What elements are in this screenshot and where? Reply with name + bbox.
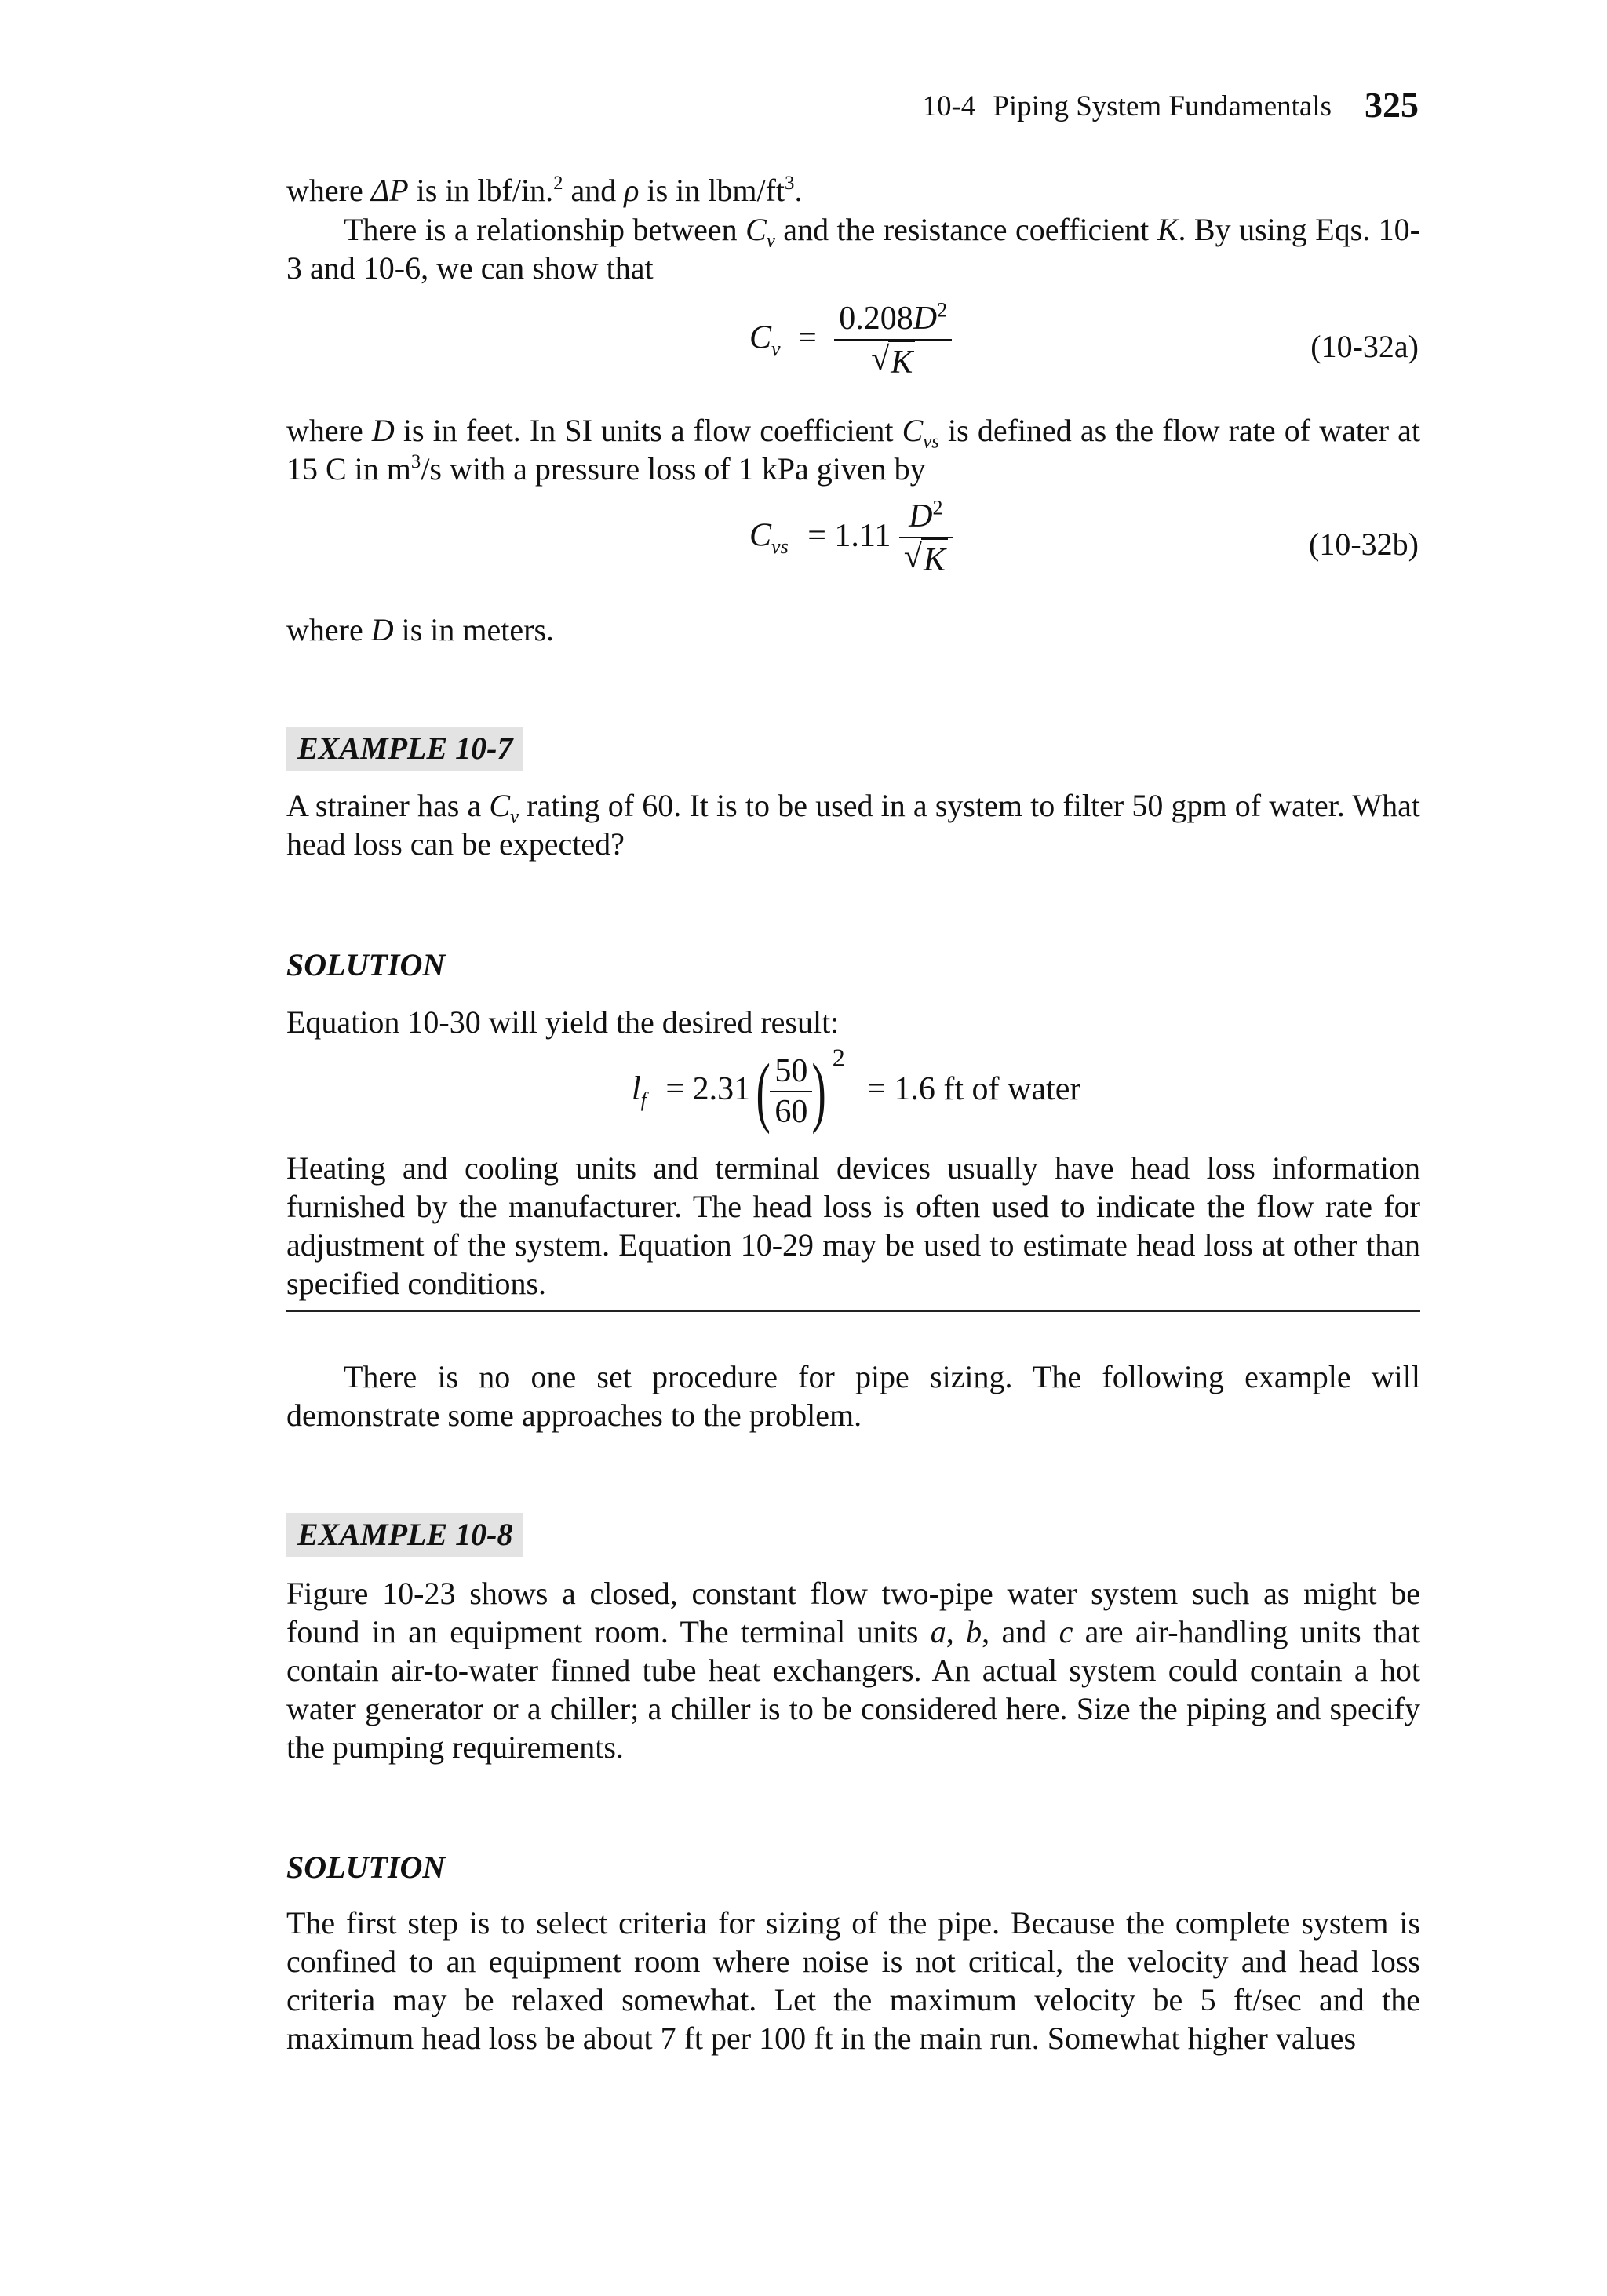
example-10-7-heading: EXAMPLE 10-7: [286, 727, 523, 771]
solution-10-7-intro: Equation 10-30 will yield the desired result:: [286, 1004, 840, 1040]
meters-line: where D is in meters.: [286, 612, 555, 647]
equation-number-10-32a: (10-32a): [1310, 329, 1419, 364]
cv-relationship-paragraph: There is a relationship between $C_v$ and the resistance coefficient K. By using Eqs. 10-3 and 10-6, we can show that: [286, 212, 1420, 286]
solution-10-7-paragraph: Heating and cooling units and terminal devices usually have head loss information furnished by the manufacturer. The head loss is often used to indicate the flow rate for adjustment of the system. Equation 10-29 may be used to estimate head loss at other than specified conditions.: [286, 1150, 1420, 1301]
solution-10-8-paragraph: The first step is to select criteria for sizing of the pipe. Because the complete system is confined to an equipment room where noise is not critical, the velocity and head loss criteria may be relaxed somewhat. Let the maximum velocity be 5 ft/sec and the maximum head loss be about 7 ft per 100 ft in the main run. Somewhat higher values: [286, 1905, 1420, 2056]
running-head-title: Piping System Fundamentals: [993, 90, 1332, 122]
example-end-rule: [286, 1310, 1420, 1312]
solution-10-8-heading: SOLUTION: [286, 1850, 446, 1885]
units-line: where ΔP is in lbf/in.$^2$ and ρ is in lbm/$ft^3$.: [286, 173, 803, 208]
running-head-section: 10-4: [922, 90, 976, 122]
si-units-paragraph: where D is in feet. In SI units a flow coefficient $C_{vs}$ is defined as the flow rate of water at 15 C in $m^3/s$ with a pressure loss of 1 kPa given by: [286, 413, 1420, 487]
solution-10-7-heading: SOLUTION: [286, 947, 446, 982]
example-10-7-text: A strainer has a $C_v$ rating of 60. It is to be used in a system to filter 50 gpm of water. What head loss can be expected?: [286, 788, 1420, 862]
page-number: 325: [1365, 85, 1419, 125]
equation-10-32a: $C_v$ = $0.208D^2$ √ K: [749, 298, 952, 383]
example-10-8-heading: EXAMPLE 10-8: [286, 1513, 523, 1557]
equation-10-32b: $C_{vs} = 1.11$ $D^2$ √ K: [749, 496, 953, 581]
pipe-sizing-paragraph: There is no one set procedure for pipe sizing. The following example will demonstrate some approaches to the problem.: [286, 1359, 1420, 1433]
head-loss-equation: $l_f = 2.31$( $\frac{50}{60}$ ) $^2$ = 1.6 ft of water: [632, 1043, 1081, 1135]
example-10-8-text: Figure 10-23 shows a closed, constant flow two-pipe water system such as might be found in an equipment room. The terminal units a, b, and c are air-handling units that contain air-to-water finned tube heat exchangers. An actual system could contain a hot water generator or a chiller; a chiller is to be considered here. Size the piping and specify the pumping requirements.: [286, 1576, 1420, 1765]
running-head: [922, 85, 1419, 125]
equation-number-10-32b: (10-32b): [1309, 527, 1419, 562]
